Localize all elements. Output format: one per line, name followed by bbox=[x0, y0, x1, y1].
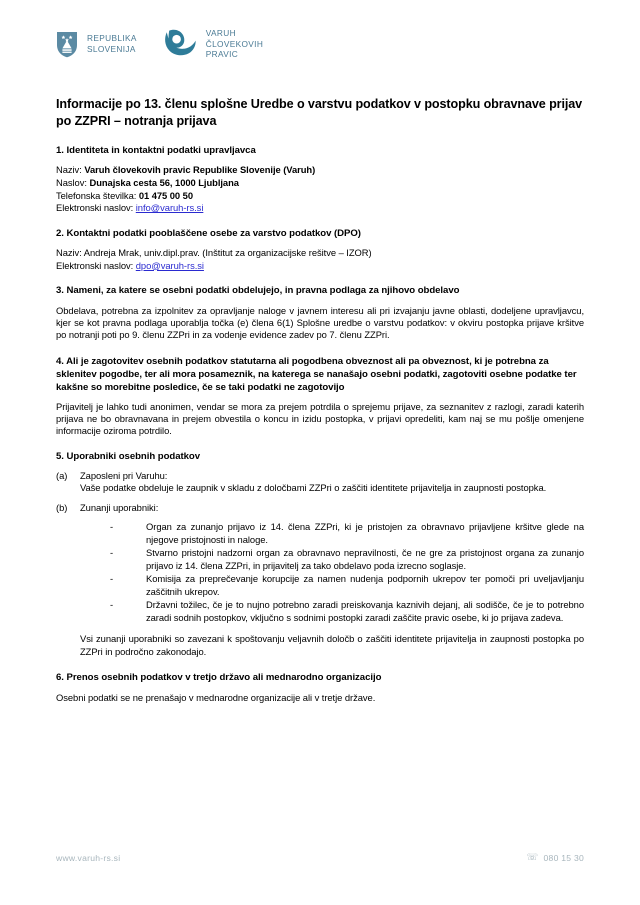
republika-slovenija-logo bbox=[56, 31, 137, 58]
section-2-heading: 2. Kontaktni podatki pooblaščene osebe za varstvo podatkov (DPO) bbox=[56, 227, 361, 239]
list-item-text: Stvarno pristojni nadzorni organ za obravnavo nepravilnosti, če ne gre za pristojnost organa za zunanjo prijavo iz 14. člena ZZPri, in prijavitelj za tako obdelavo poda izrecno soglasje. bbox=[146, 547, 584, 571]
list-item-a bbox=[56, 470, 584, 495]
dash-bullet-icon: - bbox=[110, 599, 114, 611]
list-item-text: Organ za zunanjo prijavo iz 14. člena ZZPri, ki je pristojen za obravnavo prijavljene kršitve glede na njegove pristojnosti in naloge. bbox=[146, 521, 584, 545]
dash-bullet-icon: - bbox=[110, 573, 114, 585]
list-item-text: Državni tožilec, če je to nujno potrebno zaradi preiskovanja kaznivih dejanj, ali sodišče, če je to potrebno zaradi sodnih postopkov, vključno s sodnimi postopki zaradi zaščite pravic osebe, ki jo prijava zadeva. bbox=[146, 599, 584, 623]
controller-phone-label: Telefonska številka: bbox=[56, 189, 139, 201]
section-5-closing-note: Vsi zunanji uporabniki so zavezani k spoštovanju veljavnih določb o zaščiti identitete prijavitelja in zaupnosti postopka po ZZPri in področno zakonodajo. bbox=[80, 633, 584, 657]
dpo-email-label: Elektronski naslov: bbox=[56, 259, 136, 271]
logo-line-1: REPUBLIKA bbox=[87, 33, 137, 44]
list-item-b-lead: Zunanji uporabniki: bbox=[80, 501, 159, 513]
section-6-body: Osebni podatki se ne prenašajo v mednarodne organizacije ali v tretje države. bbox=[56, 691, 376, 703]
external-users-list bbox=[56, 521, 584, 624]
page-footer bbox=[56, 849, 584, 867]
section-3-heading: 3. Nameni, za katere se osebni podatki obdelujejo, in pravna podlaga za njihovo obdelavo bbox=[56, 285, 460, 297]
logo-line-2: SLOVENIJA bbox=[87, 44, 136, 54]
controller-name-value: Varuh človekovih pravic Republike Slovenije (Varuh) bbox=[84, 164, 316, 176]
logo-line-3: PRAVIC bbox=[205, 49, 239, 60]
page-title: Informacije po 13. členu splošne Uredbe o varstvu podatkov v postopku obravnave prijav po ZZPRI – notranja prijava bbox=[56, 97, 583, 128]
list-item-a-lead: Zaposleni pri Varuhu: bbox=[80, 469, 168, 481]
republika-slovenija-logo-text bbox=[87, 33, 137, 54]
list-marker-a: (a) bbox=[56, 469, 68, 481]
page-header bbox=[56, 18, 584, 70]
dash-bullet-icon: - bbox=[110, 547, 114, 559]
list-marker-b: (b) bbox=[56, 501, 68, 513]
controller-address-label: Naslov: bbox=[56, 177, 90, 188]
list-item-a-body: Vaše podatke obdeluje le zaupnik v skladu z določbami ZZPri o zaščiti identitete prijavitelja in zaupnosti postopka. bbox=[80, 482, 547, 494]
logo-line-1: VARUH bbox=[205, 28, 236, 39]
list-item bbox=[56, 573, 584, 598]
list-item bbox=[56, 521, 584, 546]
list-item bbox=[56, 547, 584, 572]
section-4-body: Prijavitelj je lahko tudi anonimen, vendar se mora za prejem potrdila o sprejemu prijave, za seznanitev z razlogi, zaradi katerih prijava ne bo obravnavana in prejem obvestila o koncu in izidu postopka, v prijavi opredeliti, kam naj se mu pošlje omenjene informacije oziroma potrdilo. bbox=[56, 400, 584, 437]
controller-address-value: Dunajska cesta 56, 1000 Ljubljana bbox=[89, 177, 239, 188]
section-1-heading: 1. Identiteta in kontaktni podatki upravljavca bbox=[56, 145, 256, 156]
section-6-heading: 6. Prenos osebnih podatkov v tretjo državo ali mednarodno organizacijo bbox=[56, 672, 382, 684]
slovenia-coat-of-arms-icon bbox=[56, 31, 78, 58]
section-1-contact-block bbox=[56, 164, 584, 214]
section-4-heading: 4. Ali je zagotovitev osebnih podatkov statutarna ali pogodbena obveznost ali pa obveznost, ki je potrebna za sklenitev pogodbe, ter ali mora posameznik, na katerega se nanašajo osebni podatki, zagotoviti osebne podatke ter kakšne so morebitne posledice, če se taki podatki ne zagotovijo bbox=[56, 355, 577, 393]
list-item-text: Komisija za preprečevanje korupcije za namen nudenja podpornih ukrepov ter pomoči pri uveljavljanju zaščitnih ukrepov. bbox=[146, 573, 584, 597]
document-content bbox=[56, 96, 584, 717]
dpo-email-link[interactable]: dpo@varuh-rs.si bbox=[135, 259, 204, 271]
logo-line-2: ČLOVEKOVIH bbox=[205, 38, 264, 49]
dpo-name-line: Naziv: Andreja Mrak, univ.dipl.prav. (Inštitut za organizacijske rešitve – IZOR) bbox=[56, 247, 372, 259]
telephone-icon: ☏ bbox=[526, 852, 539, 864]
list-item-b bbox=[56, 502, 584, 515]
controller-email-label: Elektronski naslov: bbox=[56, 202, 136, 214]
footer-website[interactable]: www.varuh-rs.si bbox=[56, 853, 121, 863]
dash-bullet-icon: - bbox=[110, 521, 114, 533]
ombudsman-eye-icon bbox=[163, 29, 197, 59]
footer-phone-block bbox=[526, 853, 584, 863]
varuh-logo bbox=[163, 28, 263, 60]
controller-email-link[interactable]: info@varuh-rs.si bbox=[135, 202, 204, 214]
list-item bbox=[56, 599, 584, 624]
section-5-heading: 5. Uporabniki osebnih podatkov bbox=[56, 450, 201, 462]
footer-phone-number: 080 15 30 bbox=[543, 853, 584, 863]
controller-name-label: Naziv: bbox=[56, 164, 85, 176]
controller-phone-value: 01 475 00 50 bbox=[138, 189, 193, 201]
varuh-logo-text bbox=[206, 28, 263, 60]
section-2-dpo-block bbox=[56, 247, 584, 272]
section-3-body: Obdelava, potrebna za izpolnitev za opravljanje naloge v javnem interesu ali pri izvajanju javne oblasti, dodeljene upravljavcu, kjer se kot pravna podlaga uporablja točka (e) člena 6(1) Splošne uredbe o varstvu podatkov: v okviru postopka prijave kršitve po notranji poti po 9. členu ZZPri in za vodenje evidence zadev po 7. členu ZZPri. bbox=[56, 304, 584, 341]
